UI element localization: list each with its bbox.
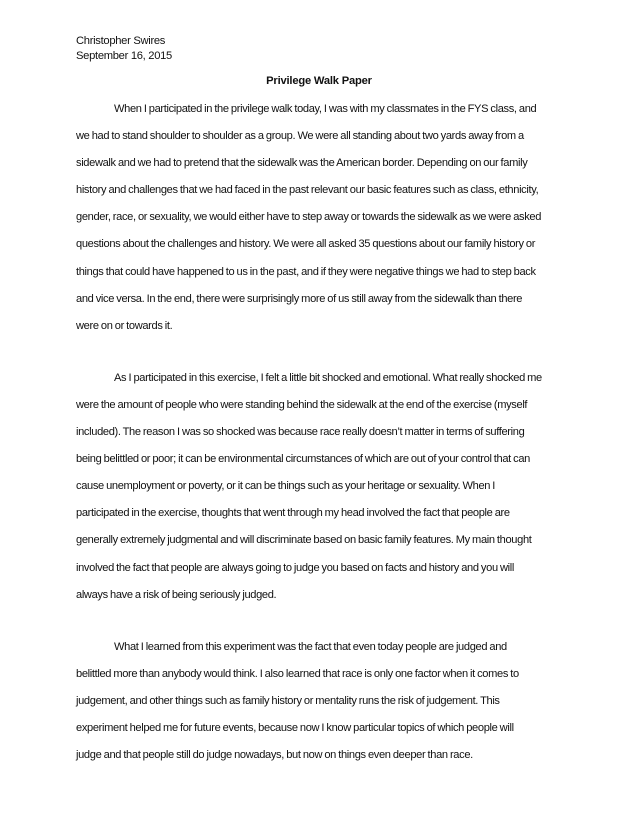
text-line: things that could have happened to us in the past, and if they were negative things we had to step back (76, 265, 536, 278)
text-line: cause unemployment or poverty, or it can be things such as your heritage or sexuality. When I (76, 480, 496, 493)
document-date: September 16, 2015 (76, 50, 172, 62)
text-line: questions about the challenges and history. We were all asked 35 questions about our family history or (76, 238, 536, 251)
text-line: participated in the exercise, thoughts that went through my head involved the fact that people are (76, 507, 510, 520)
author-name: Christopher Swires (76, 35, 166, 47)
text-line: belittled more than anybody would think. I also learned that race is only one factor when it comes to (76, 667, 519, 680)
text-line: history and challenges that we had faced in the past relevant our basic features such as class, ethnicity, (76, 184, 539, 197)
text-line: being belittled or poor; it can be environmental circumstances of which are out of your control that can (76, 453, 530, 466)
text-line: sidewalk and we had to pretend that the sidewalk was the American border. Depending on our family (76, 157, 528, 170)
text-line: As I participated in this exercise, I felt a little bit shocked and emotional. What really shocked me (114, 371, 542, 384)
paragraph-2 (76, 365, 564, 609)
document-header (76, 34, 172, 64)
text-line: judgement, and other things such as family history or mentality runs the risk of judgement. This (76, 694, 500, 707)
paragraph-3 (76, 634, 564, 769)
text-line: generally extremely judgmental and will discriminate based on basic family features. My main thought (76, 534, 532, 547)
text-line: experiment helped me for future events, because now I know particular topics of which people will (76, 721, 514, 734)
text-line: were on or towards it. (76, 319, 173, 332)
document-body (76, 96, 564, 794)
text-line: always have a risk of being seriously judged. (76, 588, 277, 601)
text-line: When I participated in the privilege walk today, I was with my classmates in the FYS class, and (114, 103, 537, 115)
text-line: involved the fact that people are always going to judge you based on facts and history and you will (76, 561, 515, 574)
paragraph-1 (76, 96, 564, 340)
text-line: What I learned from this experiment was the fact that even today people are judged and (114, 640, 507, 653)
text-line: and vice versa. In the end, there were surprisingly more of us still away from the sidewalk than there (76, 292, 523, 305)
text-line: included). The reason I was so shocked was because race really doesn’t matter in terms of suffering (76, 426, 525, 439)
text-line: gender, race, or sexuality, we would either have to step away or towards the sidewalk as we were asked (76, 211, 542, 224)
text-line: judge and that people still do judge nowadays, but now on things even deeper than race. (76, 749, 473, 762)
text-line: were the amount of people who were standing behind the sidewalk at the end of the exercise (myself (76, 398, 528, 411)
text-line: we had to stand shoulder to shoulder as a group. We were all standing about two yards away from a (76, 130, 524, 143)
document-title: Privilege Walk Paper (266, 75, 372, 87)
